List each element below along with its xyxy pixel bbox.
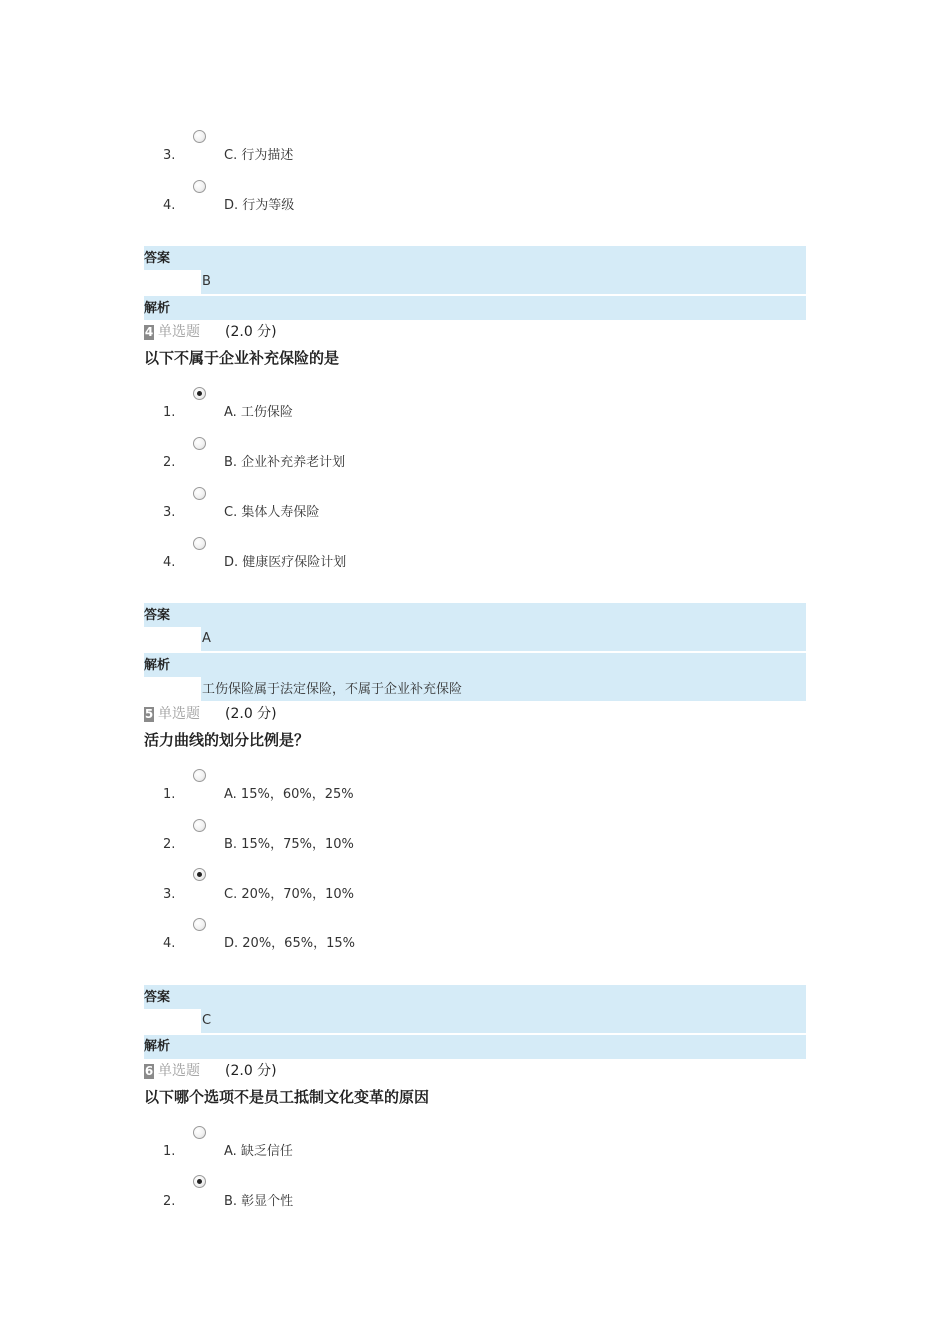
answer-header-bar <box>144 603 806 627</box>
option-text: D. 20%，65%，15% <box>224 936 355 951</box>
answer-label: 答案 <box>144 990 171 1005</box>
option-number: 3. <box>163 148 176 163</box>
radio-option-d[interactable] <box>193 180 206 193</box>
option-text: C. 20%，70%，10% <box>224 887 355 902</box>
radio-option-d[interactable] <box>193 918 206 931</box>
option-text: D. 健康医疗保险计划 <box>224 555 347 570</box>
answer-value: A <box>201 627 806 651</box>
question-number-badge: 6 <box>144 1064 154 1078</box>
option-text: C. 行为描述 <box>224 148 294 163</box>
question-score: (2.0 分) <box>225 324 277 340</box>
analysis-label: 解析 <box>144 1039 171 1054</box>
option-number: 3. <box>163 505 176 520</box>
option-text: B. 彰显个性 <box>224 1194 294 1209</box>
option-number: 4. <box>163 198 176 213</box>
question-type: 单选题 <box>158 324 200 340</box>
option-text: C. 集体人寿保险 <box>224 505 320 520</box>
analysis-header-bar <box>144 296 806 320</box>
question-type: 单选题 <box>158 706 200 722</box>
radio-option-d[interactable] <box>193 537 206 550</box>
option-text: B. 企业补充养老计划 <box>224 455 346 470</box>
analysis-label: 解析 <box>144 301 171 316</box>
option-text: B. 15%，75%，10% <box>224 837 354 852</box>
question-type: 单选题 <box>158 1063 200 1079</box>
answer-value: B <box>201 270 806 294</box>
option-number: 1. <box>163 405 176 420</box>
analysis-header-bar <box>144 653 806 677</box>
option-text: A. 缺乏信任 <box>224 1144 293 1159</box>
answer-value: C <box>201 1009 806 1033</box>
radio-option-a[interactable] <box>193 1126 206 1139</box>
option-text: A. 工伤保险 <box>224 405 293 420</box>
question-text: 以下不属于企业补充保险的是 <box>144 349 340 367</box>
question-score: (2.0 分) <box>225 706 277 722</box>
radio-option-c[interactable] <box>193 868 206 881</box>
answer-header-bar <box>144 985 806 1009</box>
option-number: 3. <box>163 887 176 902</box>
question-number-badge: 5 <box>144 707 154 721</box>
answer-label: 答案 <box>144 251 171 266</box>
option-text: D. 行为等级 <box>224 198 295 213</box>
option-number: 1. <box>163 1144 176 1159</box>
option-number: 4. <box>163 936 176 951</box>
option-number: 2. <box>163 455 176 470</box>
analysis-header-bar <box>144 1035 806 1059</box>
option-text: A. 15%，60%，25% <box>224 787 354 802</box>
analysis-value: 工伤保险属于法定保险，不属于企业补充保险 <box>201 677 806 701</box>
option-number: 1. <box>163 787 176 802</box>
question-score: (2.0 分) <box>225 1063 277 1079</box>
radio-option-b[interactable] <box>193 437 206 450</box>
radio-option-b[interactable] <box>193 1175 206 1188</box>
analysis-label: 解析 <box>144 658 171 673</box>
question-text: 活力曲线的划分比例是？ <box>144 731 310 749</box>
radio-option-c[interactable] <box>193 487 206 500</box>
radio-option-a[interactable] <box>193 387 206 400</box>
radio-option-c[interactable] <box>193 130 206 143</box>
radio-option-b[interactable] <box>193 819 206 832</box>
radio-option-a[interactable] <box>193 769 206 782</box>
option-number: 2. <box>163 837 176 852</box>
answer-label: 答案 <box>144 608 171 623</box>
option-number: 4. <box>163 555 176 570</box>
answer-header-bar <box>144 246 806 270</box>
question-text: 以下哪个选项不是员工抵制文化变革的原因 <box>144 1088 430 1106</box>
option-number: 2. <box>163 1194 176 1209</box>
question-number-badge: 4 <box>144 325 154 339</box>
